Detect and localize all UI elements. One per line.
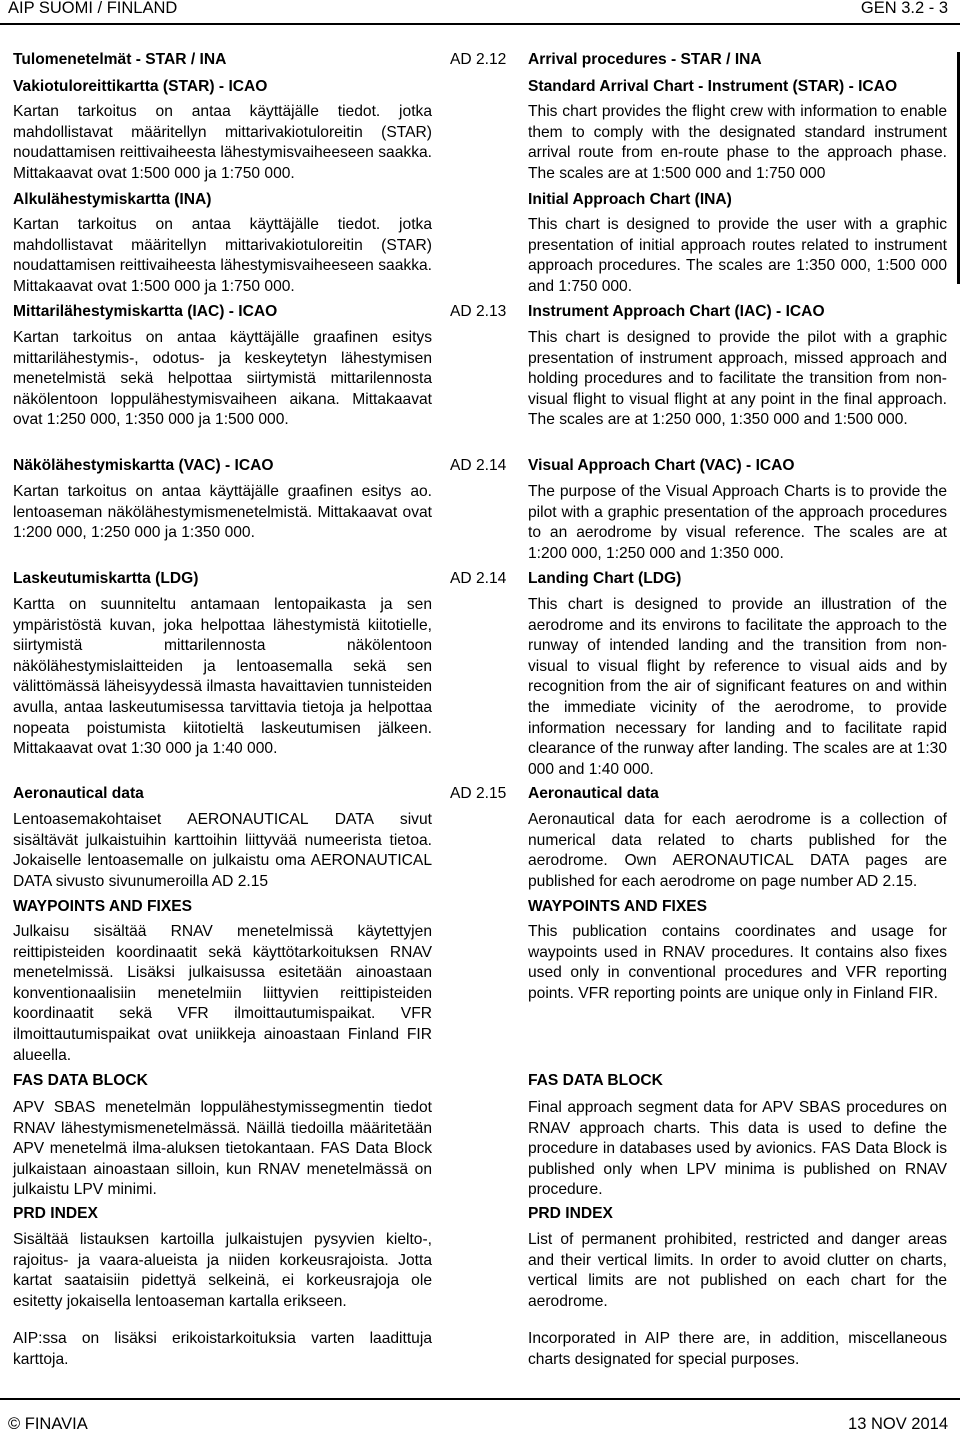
- heading-fi: Näkölähestymiskartta (VAC) - ICAO: [13, 457, 274, 474]
- ad-reference: AD 2.13: [450, 303, 507, 320]
- heading-fi: Tulomenetelmät - STAR / INA: [13, 51, 227, 68]
- heading-en: Initial Approach Chart (INA): [528, 191, 732, 208]
- paragraph-en: Final approach segment data for APV SBAS procedures on RNAV approach charts. This data is used to define the procedure in databases used by avionics. FAS Data Block is published only when LPV minima is published on RNAV procedure.: [528, 1099, 947, 1199]
- ad-reference: AD 2.12: [450, 51, 507, 68]
- paragraph-en: This chart provides the flight crew with information to enable them to comply with the designated standard instrument arrival route from en-route phase to the approach phase. The scales are at 1:500 000 and 1:750 000: [528, 103, 947, 182]
- paragraph-fi: Kartan tarkoitus on antaa käyttäjälle graafinen esitys mittarilähestymis-, odotus- ja keskeytetyn lähestymisen menetelmistä sekä helpottaa siirtymistä mittarilennosta näkölentoon loppulähestymisvaiheen aikana. Mittakaavat ovat 1:250 000, 1:350 000 ja 1:500 000.: [13, 329, 432, 429]
- subheading-en: WAYPOINTS AND FIXES: [528, 898, 708, 915]
- heading-en: Landing Chart (LDG): [528, 570, 682, 587]
- paragraph-fi: Kartan tarkoitus on antaa käyttäjälle graafinen esitys ao. lentoaseman näkölähestymismenetelmistä. Mittakaavat ovat 1:200 000, 1:250 000 ja 1:350 000.: [13, 483, 432, 542]
- paragraph-en: This publication contains coordinates and usage for waypoints used in RNAV procedures. It contains also fixes used only in conventional procedures and VFR reporting points. VFR reporting points are unique only in Finland FIR.: [528, 923, 947, 1002]
- heading-fi: Laskeutumiskartta (LDG): [13, 570, 199, 587]
- heading-en: Aeronautical data: [528, 785, 659, 802]
- header-page-number: GEN 3.2 - 3: [860, 0, 948, 17]
- ad-reference: AD 2.14: [450, 457, 507, 474]
- subheading-fi: WAYPOINTS AND FIXES: [13, 898, 193, 915]
- paragraph-en: List of permanent prohibited, restricted and danger areas and their vertical limits. In order to avoid clutter on charts, vertical limits are not published on each chart for the aerodrome.: [528, 1231, 947, 1310]
- footer-date: 13 NOV 2014: [848, 1415, 948, 1433]
- paragraph-fi: Kartan tarkoitus on antaa käyttäjälle tiedot. jotka mahdollistavat määritellyn mittarivakiotuloreitin (STAR) noudattamisen reittivaiheesta lähestymisvaiheeseen saakka. Mittakaavat ovat 1:500 000 ja 1:750 000.: [13, 103, 432, 182]
- paragraph-en: This chart is designed to provide an illustration of the aerodrome and its environs to facilitate the approach to the runway of intended landing and the transition from non-visual to visual flight by reference to visual aids and by recognition from the air of significant features on and within the immediate vicinity of the aerodrome, to provide information necessary for landing and to facilitate rapid clearance of the runway after landing. The scales are at 1:30 000 and 1:40 000.: [528, 596, 947, 778]
- heading-en: Arrival procedures - STAR / INA: [528, 51, 762, 68]
- page-footer: [0, 1398, 960, 1433]
- header-publication: AIP SUOMI / FINLAND: [8, 0, 178, 17]
- heading-fi: Alkulähestymiskartta (INA): [13, 191, 212, 208]
- ad-reference: AD 2.14: [450, 570, 507, 587]
- subheading-fi: FAS DATA BLOCK: [13, 1072, 148, 1089]
- header-rule: [0, 23, 960, 25]
- paragraph-fi: Julkaisu sisältää RNAV menetelmissä käytettyjen reittipisteiden koordinaatit sekä käyttötarkoituksen RNAV menetelmissä. Lisäksi julkaisussa esitetään ainoastaan konventionaalisiin menetelmiin liittyvien reittipisteiden koordinaatit sekä VFR ilmoittautumispaikat. VFR ilmoittautumispaikat ovat uniikkeja ainoastaan Finland FIR alueella.: [13, 923, 432, 1064]
- subheading-en: FAS DATA BLOCK: [528, 1072, 663, 1089]
- paragraph-fi: Lentoasemakohtaiset AERONAUTICAL DATA sivut sisältävät julkaistuihin karttoihin liittyvää numeerista tietoa. Jokaiselle lentoasemalle on julkaistu oma AERONAUTICAL DATA sivusto sivunumeroilla AD 2.15: [13, 811, 432, 890]
- heading-en: Standard Arrival Chart - Instrument (STAR) - ICAO: [528, 78, 898, 95]
- paragraph-fi: APV SBAS menetelmän loppulähestymissegmentin tiedot RNAV lähestymismenetelmässä. Näillä tiedoilla määritetään APV menetelmä ilma-aluksen tietokantaan. FAS Data Block julkaistaan ainoastaan silloin, kun RNAV menetelmässä on julkaistu LPV minimi.: [13, 1099, 432, 1199]
- footer-copyright: © FINAVIA: [8, 1415, 88, 1433]
- paragraph-en: This chart is designed to provide the user with a graphic presentation of initial approach routes related to instrument approach procedures. The scales are 1:350 000, 1:500 000 and 1:750 000.: [528, 216, 947, 295]
- paragraph-en: Aeronautical data for each aerodrome is a collection of numerical data related to charts published for the aerodrome. Own AERONAUTICAL DATA pages are published for each aerodrome on page number AD 2.15.: [528, 811, 947, 890]
- paragraph-fi: Kartan tarkoitus on antaa käyttäjälle tiedot. jotka mahdollistavat määritellyn mittarivakiotuloreitin (STAR) noudattamisen reittivaiheesta lähestymisvaiheeseen saakka. Mittakaavat ovat 1:500 000 ja 1:750 000.: [13, 216, 432, 295]
- heading-fi: Aeronautical data: [13, 785, 144, 802]
- paragraph-fi: Kartta on suunniteltu antamaan lentopaikasta ja sen ympäristöstä kuvan, joka helpottaa lähestymistä kiitotielle, siirtymistä mittarilennosta näkölentoon näkölähestymislaitteiden ja lentoasemalla sekä sen välittömässä läheisyydessä ilmasta havaittavien tunnisteiden avulla, antaa laskeutumisessa tarvittavia tietoja ja helpottaa nopeata poistumista kiitotieltä laskeutumisen jälkeen. Mittakaavat ovat 1:30 000 ja 1:40 000.: [13, 596, 432, 758]
- paragraph-fi: AIP:ssa on lisäksi erikoistarkoituksia varten laadittuja karttoja.: [13, 1330, 432, 1368]
- paragraph-fi: Sisältää listauksen kartoilla julkaistujen pysyvien kielto-, rajoitus- ja vaara-alueista ja niiden korkeusrajoista. Jotta kartat saataisiin pidettyä selkeinä, ei korkeusrajoja ole esitetty jokaisella lentoaseman kartalla erikseen.: [13, 1231, 432, 1310]
- heading-fi: Vakiotuloreittikartta (STAR) - ICAO: [13, 78, 268, 95]
- footer-rule: [0, 1398, 960, 1400]
- paragraph-en: Incorporated in AIP there are, in addition, miscellaneous charts designated for special purposes.: [528, 1330, 947, 1368]
- heading-en: Instrument Approach Chart (IAC) - ICAO: [528, 303, 825, 320]
- heading-fi: Mittarilähestymiskartta (IAC) - ICAO: [13, 303, 278, 320]
- page-header: [0, 0, 960, 22]
- subheading-en: PRD INDEX: [528, 1205, 613, 1222]
- subheading-fi: PRD INDEX: [13, 1205, 98, 1222]
- paragraph-en: The purpose of the Visual Approach Charts is to provide the pilot with a graphic presentation of the approach procedures to an aerodrome by visual reference. The scales are at 1:200 000, 1:250 000 and 1:350 000.: [528, 483, 947, 562]
- ad-reference: AD 2.15: [450, 785, 507, 802]
- heading-en: Visual Approach Chart (VAC) - ICAO: [528, 457, 795, 474]
- paragraph-en: This chart is designed to provide the pilot with a graphic presentation of instrument approach, missed approach and holding procedures and to facilitate the transition from non-visual flight to visual flight at any point in the final approach. The scales are at 1:250 000, 1:350 000 and 1:500 000.: [528, 329, 947, 429]
